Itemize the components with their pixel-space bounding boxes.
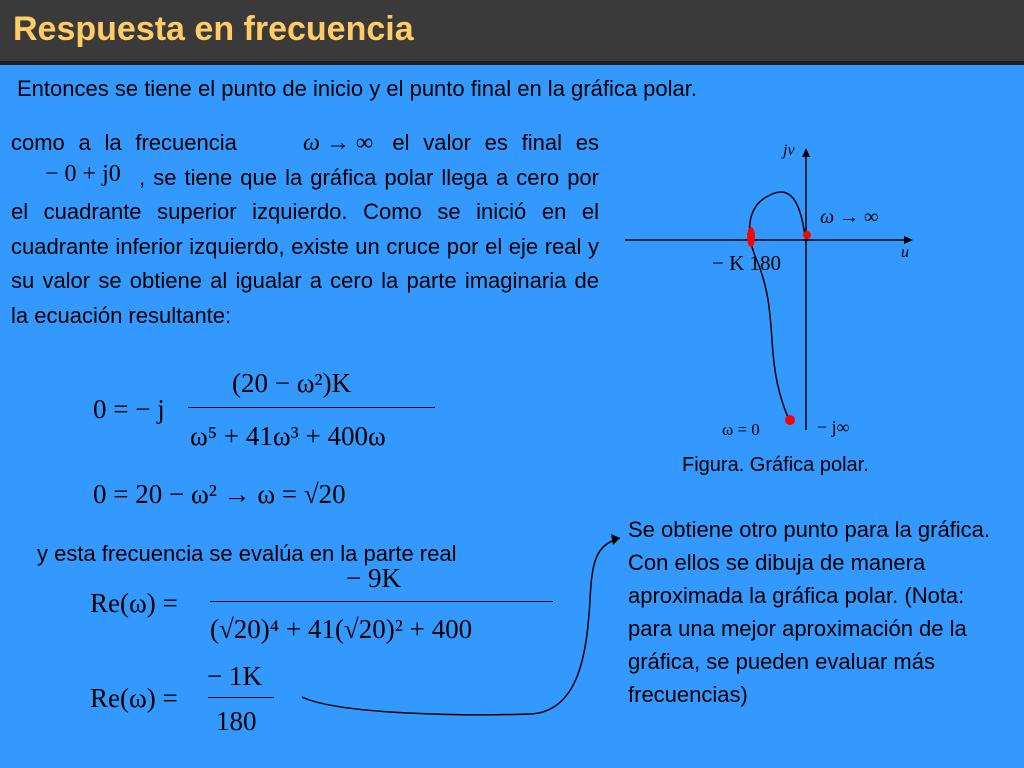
imag-axis-arrowhead: [802, 148, 810, 157]
eq4-lhs: Re(ω) =: [90, 683, 178, 713]
x-axis-label: u: [901, 244, 909, 261]
start-point-marker: [785, 415, 795, 425]
eq4-fraction-bar: [208, 697, 274, 698]
eq3-fraction-bar: [210, 601, 553, 602]
end-point-marker: [803, 231, 811, 239]
eq1-lhs: 0 = − j: [93, 394, 165, 424]
eq1-numerator: (20 − ω²)K: [232, 368, 352, 398]
eq3-numerator: − 9K: [346, 563, 401, 593]
inline-math-final-value: − 0 + j0: [45, 161, 121, 187]
omega-zero-label: ω = 0: [722, 420, 760, 439]
title-bar: [0, 0, 1024, 65]
eq2: 0 = 20 − ω² → ω = √20: [93, 479, 346, 509]
intro-text: Entonces se tiene el punto de inicio y el punto final en la gráfica polar.: [17, 76, 698, 101]
right-text: Se obtiene otro punto para la gráfica. Con ellos se dibuja de manera aproximada la gráfica polar. (Nota: para una mejor aproximación de la gráfica, se pueden evaluar más frecuencias): [628, 517, 991, 707]
main-paragraph: [11, 126, 599, 334]
para-text-a: como a la frecuencia: [11, 130, 237, 155]
eq4-numerator: − 1K: [207, 661, 262, 691]
eq1-fraction-bar: [188, 407, 435, 408]
crossing-point-marker: [747, 227, 755, 247]
y-axis-label: jv: [783, 142, 795, 159]
real-axis-arrowhead: [904, 236, 913, 244]
para-text-d: , se tiene que la gráfica polar llega a cero por el cuadrante superior izquierdo. Como se inició en el cuadrante inferior izquierdo, existe un cruce por el eje real y su valor se obtiene al igualar a cero la parte imaginaria de la ecuación resultante:: [11, 164, 599, 328]
eval-text: y esta frecuencia se evalúa en la parte real: [37, 541, 457, 566]
polar-curve: [750, 192, 805, 422]
para-text-c: es: [575, 130, 599, 155]
omega-inf-label: ω → ∞: [820, 206, 879, 228]
inline-math-omega-inf: ω → ∞: [303, 130, 374, 156]
neg-j-infinity-label: − j∞: [817, 417, 850, 437]
eq3-denominator: (√20)⁴ + 41(√20)² + 400: [210, 614, 473, 644]
eq3-lhs: Re(ω) =: [90, 588, 178, 618]
figure-caption: Figura. Gráfica polar.: [682, 454, 869, 476]
para-text-b: el valor es final: [392, 130, 562, 155]
crossing-value-label: − K 180: [712, 251, 782, 275]
slide-title: Respuesta en frecuencia: [13, 10, 414, 48]
eq4-denominator: 180: [216, 706, 257, 736]
eq1-denominator: ω⁵ + 41ω³ + 400ω: [190, 421, 386, 451]
